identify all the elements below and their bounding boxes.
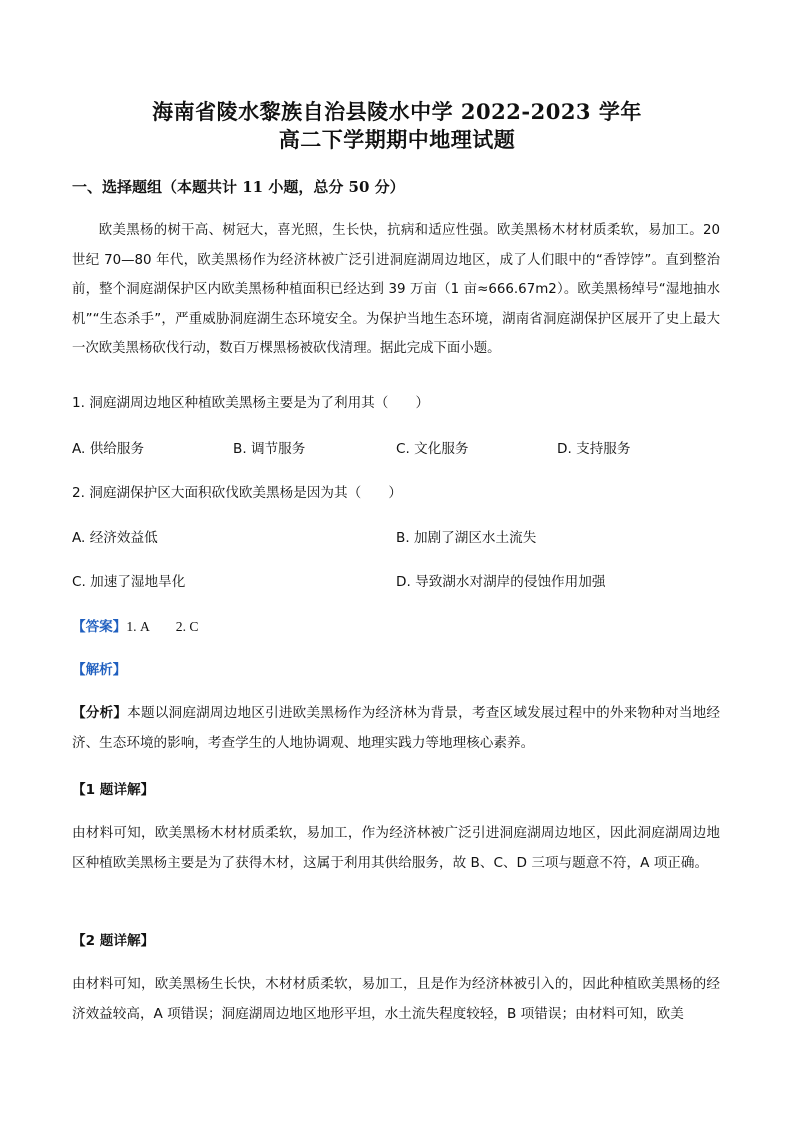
fenxi-tag: 【分析】	[72, 705, 128, 721]
page-title-line1: 海南省陵水黎族自治县陵水中学 2022-2023 学年	[152, 99, 642, 124]
q1-option-b: B. 调节服务	[233, 441, 306, 457]
answer-2: 2. C	[175, 619, 199, 634]
page-title-line2: 高二下学期期中地理试题	[278, 127, 516, 152]
answer-tag: 【答案】	[72, 619, 127, 635]
analysis-tag: 【解析】	[72, 662, 127, 678]
answer-line	[72, 615, 732, 635]
section-heading: 一、选择题组（本题共计 11 小题，总分 50 分）	[72, 178, 405, 196]
q1-option-c: C. 文化服务	[396, 441, 469, 457]
reading-passage: 欧美黑杨的树干高、树冠大，喜光照，生长快，抗病和适应性强。欧美黑杨木材材质柔软，易加工。20 世纪 70—80 年代，欧美黑杨作为经济林被广泛引进洞庭湖周边地区，成了人们眼中的“香饽饽”。直到整治前，整个洞庭湖保护区内欧美黑杨种植面积已经达到 39 万亩（1 亩≈666.67m2）。欧美黑杨绰号“湿地抽水机”“生态杀手”，严重威胁洞庭湖生态环境安全。为保护当地生态环境，湖南省洞庭湖保护区展开了史上最大一次欧美黑杨砍伐行动，数百万棵黑杨被砍伐清理。据此完成下面小题。	[72, 223, 720, 356]
detail-1-heading: 【1 题详解】	[72, 782, 155, 798]
detail-2-heading: 【2 题详解】	[72, 933, 155, 949]
fenxi-text: 本题以洞庭湖周边地区引进欧美黑杨作为经济林为背景，考查区域发展过程中的外来物种对当地经济、生态环境的影响，考查学生的人地协调观、地理实践力等地理核心素养。	[72, 705, 721, 751]
q2-option-d: D. 导致湖水对湖岸的侵蚀作用加强	[396, 574, 606, 590]
question-2-stem: 2. 洞庭湖保护区大面积砍伐欧美黑杨是因为其（ ）	[72, 485, 402, 501]
fenxi-paragraph	[72, 699, 720, 758]
analysis-heading	[72, 658, 732, 678]
detail-2-text: 由材料可知，欧美黑杨生长快，木材材质柔软，易加工，且是作为经济林被引入的，因此种植欧美黑杨的经济效益较高，A 项错误；洞庭湖周边地区地形平坦，水土流失程度较轻，B 项错误；由材料可知，欧美	[72, 976, 720, 1022]
q1-option-d: D. 支持服务	[557, 441, 631, 457]
q2-option-a: A. 经济效益低	[72, 530, 158, 546]
q2-option-b: B. 加剧了湖区水土流失	[396, 530, 537, 546]
question-1-stem: 1. 洞庭湖周边地区种植欧美黑杨主要是为了利用其（ ）	[72, 395, 430, 411]
q2-option-c: C. 加速了湿地旱化	[72, 574, 186, 590]
q1-option-a: A. 供给服务	[72, 441, 145, 457]
detail-1-text: 由材料可知，欧美黑杨木材材质柔软，易加工，作为经济林被广泛引进洞庭湖周边地区，因此洞庭湖周边地区种植欧美黑杨主要是为了获得木材，这属于利用其供给服务，故 B、C、D 三项与题意不符，A 项正确。	[72, 825, 720, 871]
answer-1: 1. A	[126, 619, 150, 634]
